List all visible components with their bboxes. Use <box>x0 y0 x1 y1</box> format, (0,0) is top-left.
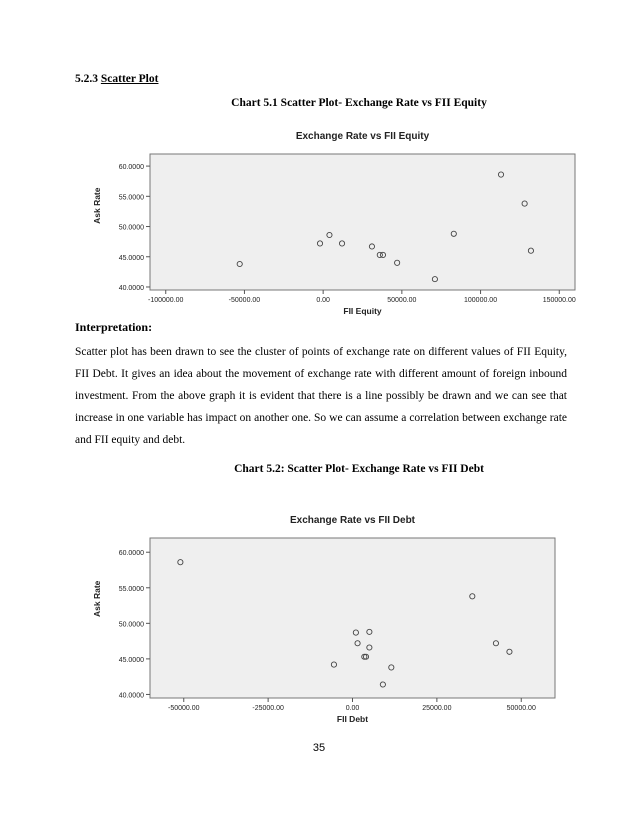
x-tick-label: -50000.00 <box>167 705 200 712</box>
x-tick-label: 50000.00 <box>387 297 417 304</box>
x-tick-label: 150000.00 <box>542 297 576 304</box>
plot-area <box>150 538 555 698</box>
y-tick-label: 55.0000 <box>118 585 144 593</box>
chart1-caption: Chart 5.1 Scatter Plot- Exchange Rate vs FII Equity <box>231 97 487 109</box>
x-tick-label: 25000.00 <box>422 705 452 712</box>
x-tick-label: -25000.00 <box>252 705 284 712</box>
x-tick-label: 50000.00 <box>506 705 536 712</box>
x-axis-label: FII Debt <box>336 714 369 724</box>
section-heading <box>75 73 158 85</box>
y-tick-label: 50.0000 <box>118 621 144 629</box>
section-title: Scatter Plot <box>100 73 159 85</box>
chart-title: Exchange Rate vs FII Debt <box>289 515 416 526</box>
y-axis-label: Ask Rate <box>92 187 102 224</box>
chart-title: Exchange Rate vs FII Equity <box>295 131 430 142</box>
y-tick-label: 45.0000 <box>118 254 144 262</box>
y-tick-label: 55.0000 <box>118 194 144 202</box>
x-tick-label: 0.00 <box>316 297 330 304</box>
chart-exchange-rate-vs-fii-equity <box>75 120 585 320</box>
x-tick-label: -100000.00 <box>148 297 184 304</box>
page-number: 35 <box>312 742 326 754</box>
x-axis-label: FII Equity <box>343 306 382 316</box>
y-tick-label: 45.0000 <box>118 656 144 664</box>
y-tick-label: 50.0000 <box>118 224 144 232</box>
interpretation-paragraph: Scatter plot has been drawn to see the cluster of points of exchange rate on different values of FII Equity, FII Debt. It gives an idea about the movement of exchange rate with different amount of foreign inbound investment. From the above graph it is evident that there is a line possibly be drawn and we can see that increase in one variable has impact on another one. So we can assume a correlation between exchange rate and FII equity and debt. <box>75 346 567 446</box>
plot-area <box>150 154 575 290</box>
chart2-caption: Chart 5.2: Scatter Plot- Exchange Rate vs FII Debt <box>234 463 484 475</box>
section-number: 5.2.3 <box>75 73 98 85</box>
x-tick-label: 100000.00 <box>464 297 498 304</box>
y-tick-label: 40.0000 <box>118 284 144 292</box>
x-tick-label: 0.00 <box>345 705 360 712</box>
interpretation-heading: Interpretation: <box>75 320 153 334</box>
x-tick-label: -50000.00 <box>228 297 261 304</box>
chart-exchange-rate-vs-fii-debt <box>75 505 585 725</box>
y-tick-label: 40.0000 <box>118 692 144 700</box>
y-tick-label: 60.0000 <box>118 550 144 558</box>
y-axis-label: Ask Rate <box>92 580 102 617</box>
y-tick-label: 60.0000 <box>118 164 144 172</box>
